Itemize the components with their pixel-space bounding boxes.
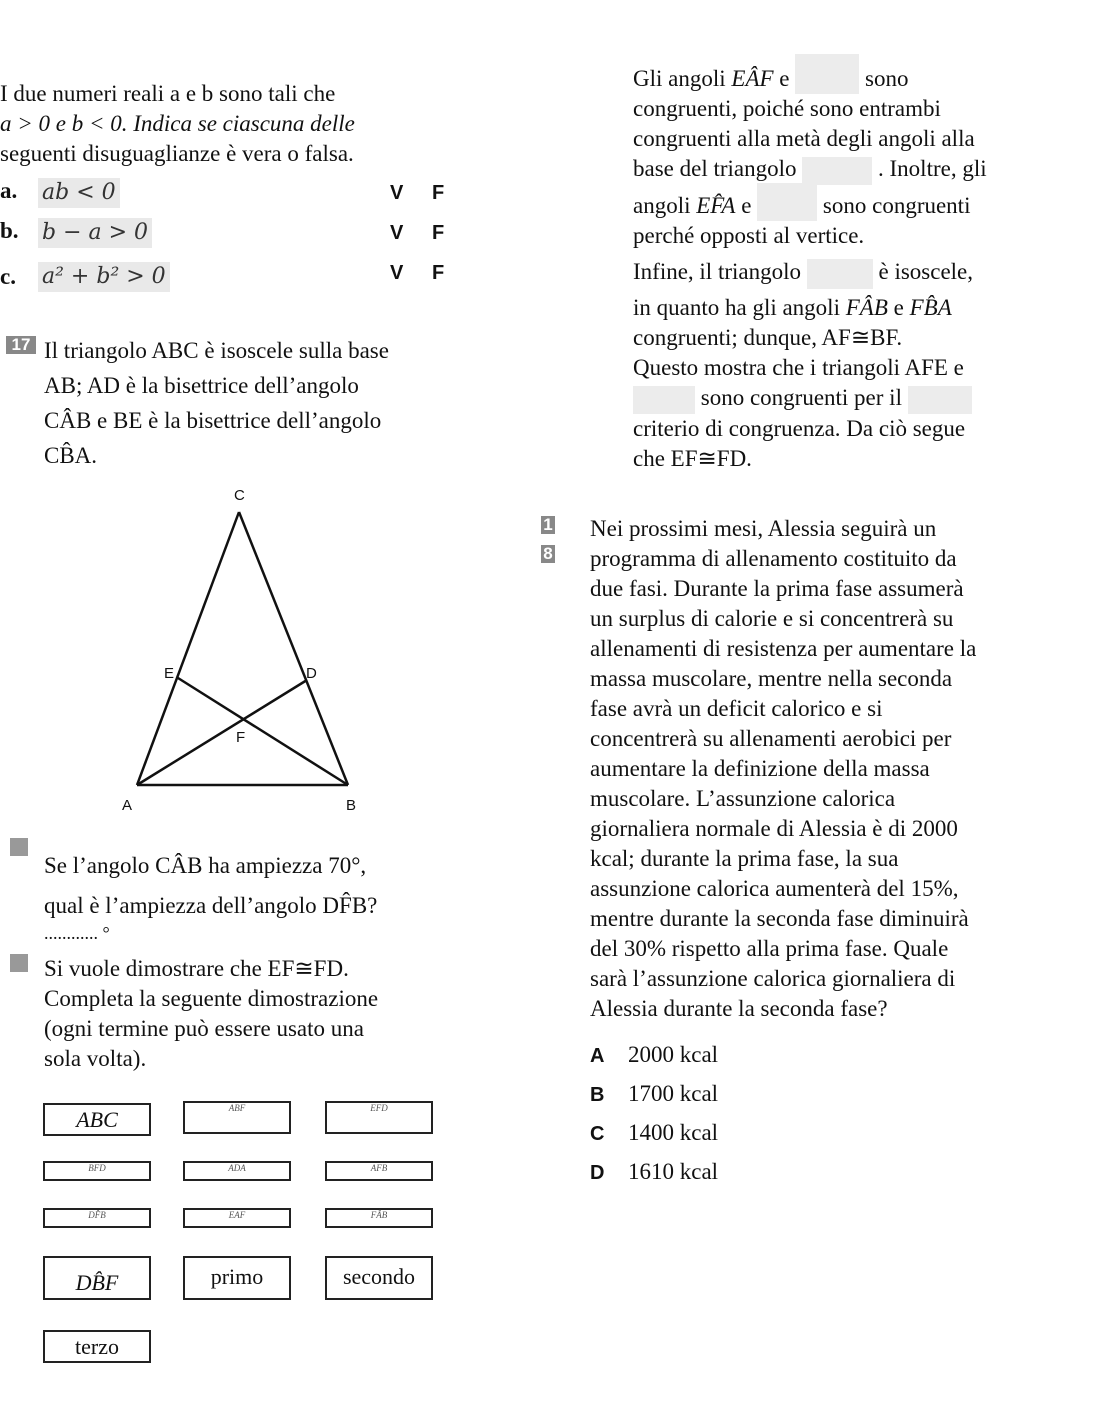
question-line: qual è l’ampiezza dell’angolo DF̂B?	[44, 893, 378, 918]
intro-line: seguenti disuguaglianze è vera o falsa.	[0, 141, 354, 166]
blank-slot-2[interactable]	[802, 157, 872, 185]
proof-word: sono	[865, 66, 909, 91]
question-line: (ogni termine può essere usato una	[44, 1016, 364, 1041]
proof-angle: FB̂A	[909, 295, 952, 321]
problem-line: mentre durante la seconda fase diminuirà	[590, 906, 969, 931]
problem-line: Nei prossimi mesi, Alessia seguirà un	[590, 516, 937, 541]
proof-word: angoli	[633, 192, 691, 218]
problem18-text	[590, 514, 1050, 1024]
true-option[interactable]: V	[390, 222, 404, 244]
label-e: E	[164, 665, 175, 682]
option-text: 1610 kcal	[628, 1159, 719, 1184]
option-text: 1700 kcal	[628, 1081, 719, 1106]
problem-line: del 30% rispetto alla prima fase. Quale	[590, 936, 949, 961]
option-c[interactable]	[590, 1114, 718, 1153]
tf-item-a	[0, 176, 460, 206]
proof-text	[633, 64, 1033, 474]
tf-item-b	[0, 216, 460, 246]
problem-line: programma di allenamento costituito da	[590, 546, 957, 571]
proof-word: Infine, il triangolo	[633, 259, 801, 285]
bisector-ad	[137, 680, 307, 785]
proof-word: e	[893, 295, 904, 321]
proof-line: congruenti alla metà degli angoli alla	[633, 126, 975, 151]
option-text: 2000 kcal	[628, 1042, 719, 1067]
label-b: B	[346, 797, 357, 814]
proof-word: base del triangolo	[633, 156, 797, 181]
question-line: sola volta).	[44, 1046, 147, 1071]
intro-text	[0, 79, 355, 169]
answer-options	[590, 1036, 718, 1192]
side-ac	[137, 512, 239, 785]
tile-secondo[interactable]: secondo	[325, 1256, 433, 1300]
proof-line: perché opposti al vertice.	[633, 223, 865, 249]
proof-line: Questo mostra che i triangoli AFE e	[633, 355, 964, 381]
tile-terzo[interactable]: terzo	[43, 1330, 151, 1363]
label-a: A	[122, 797, 133, 814]
proof-word: e	[741, 192, 752, 218]
blank-slot-5[interactable]	[633, 386, 695, 414]
problem-line: massa muscolare, mentre nella seconda	[590, 666, 953, 691]
proof-angle: FÂB	[845, 295, 888, 321]
question-line: Completa la seguente dimostrazione	[44, 986, 379, 1011]
option-b[interactable]	[590, 1075, 718, 1114]
proof-angle: EÂF	[731, 66, 774, 91]
triangle-diagram	[110, 480, 390, 820]
option-letter: A	[590, 1045, 605, 1067]
side-bc	[239, 512, 348, 785]
option-letter: C	[590, 1123, 605, 1145]
proof-word: . Inoltre, gli	[878, 156, 987, 181]
problem-line: due fasi. Durante la prima fase assumerà	[590, 576, 964, 601]
tile-abc[interactable]: ABC	[43, 1103, 151, 1136]
option-a[interactable]	[590, 1036, 718, 1075]
true-option[interactable]: V	[390, 262, 404, 284]
blank-slot-4[interactable]	[807, 259, 873, 289]
proof-word: in quanto ha gli angoli	[633, 295, 840, 321]
tile-dbf[interactable]: DB̂F	[43, 1256, 151, 1300]
problem-line: AB; AD è la bisettrice dell’angolo	[44, 373, 359, 398]
blank-slot-6[interactable]	[908, 386, 972, 414]
bisector-be	[178, 678, 348, 785]
problem-line: kcal; durante la prima fase, la sua	[590, 846, 899, 871]
problem-line: CÂB e BE è la bisettrice dell’angolo	[44, 408, 382, 433]
proof-word: Gli angoli	[633, 66, 726, 91]
option-text: 1400 kcal	[628, 1120, 719, 1145]
tile-ada[interactable]: ADA	[183, 1161, 291, 1181]
tile-bfd[interactable]: BFD	[43, 1161, 151, 1181]
proof-word: sono congruenti per il	[700, 385, 902, 411]
tf-item-c	[0, 262, 460, 292]
question-a	[44, 846, 377, 926]
proof-line: criterio di congruenza. Da ciò segue	[633, 415, 966, 441]
problem-line: assunzione calorica aumenterà del 15%,	[590, 876, 959, 901]
problem-number-top: 1	[541, 516, 555, 534]
option-d[interactable]	[590, 1153, 718, 1192]
intro-line: a > 0 e b < 0. Indica se ciascuna delle	[0, 111, 355, 136]
item-letter: b.	[0, 218, 19, 243]
problem-line: concentrerà su allenamenti aerobici per	[590, 726, 952, 751]
problem-line: CB̂A.	[44, 443, 98, 468]
problem-number: 17	[6, 336, 36, 354]
problem-line: un surplus di calorie e si concentrerà su	[590, 606, 954, 631]
question-b	[44, 954, 378, 1074]
problem-line: allenamenti di resistenza per aumentare la	[590, 636, 977, 661]
option-letter: B	[590, 1084, 605, 1106]
question-line: Se l’angolo CÂB ha ampiezza 70°,	[44, 853, 367, 878]
item-expression: b − a > 0	[38, 218, 152, 248]
blank-slot-1[interactable]	[795, 54, 859, 94]
proof-word: e	[779, 66, 790, 91]
intro-line: I due numeri reali a e b sono tali che	[0, 81, 336, 106]
question-marker	[10, 838, 28, 856]
tile-efd[interactable]: EFD	[325, 1101, 433, 1134]
proof-line: che EF≅FD.	[633, 445, 752, 471]
item-expression: ab < 0	[38, 178, 120, 208]
blank-slot-3[interactable]	[757, 183, 817, 221]
proof-angle: EF̂A	[696, 192, 736, 218]
item-letter: c.	[0, 264, 16, 289]
label-c: C	[234, 487, 245, 504]
tile-fab[interactable]: FÂB	[325, 1208, 433, 1228]
problem-number-bottom: 8	[541, 545, 555, 563]
proof-word: sono congruenti	[822, 192, 971, 218]
label-d: D	[306, 665, 317, 682]
problem-line: muscolare. L’assunzione calorica	[590, 786, 896, 811]
false-option[interactable]: F	[432, 262, 445, 284]
question-marker	[10, 954, 28, 972]
tile-dfb[interactable]: DF̂B	[43, 1208, 151, 1228]
tile-eaf[interactable]: EAF	[183, 1208, 291, 1228]
problem-line: fase avrà un deficit calorico e si	[590, 696, 883, 721]
tile-afb[interactable]: AFB	[325, 1161, 433, 1181]
answer-blank[interactable]: ............ °	[44, 923, 110, 943]
problem-line: Il triangolo ABC è isoscele sulla base	[44, 338, 389, 363]
true-option[interactable]: V	[390, 182, 404, 204]
problem-line: aumentare la definizione della massa	[590, 756, 930, 781]
false-option[interactable]: F	[432, 182, 445, 204]
false-option[interactable]: F	[432, 222, 445, 244]
item-expression: a² + b² > 0	[38, 262, 170, 292]
proof-line: congruenti, poiché sono entrambi	[633, 96, 941, 121]
question-line: Si vuole dimostrare che EF≅FD.	[44, 956, 349, 981]
problem17-text	[44, 333, 389, 473]
proof-word: è isoscele,	[878, 259, 974, 285]
tile-primo[interactable]: primo	[183, 1256, 291, 1300]
tile-abf[interactable]: ABF	[183, 1101, 291, 1134]
problem-line: sarà l’assunzione calorica giornaliera di	[590, 966, 956, 991]
item-letter: a.	[0, 178, 18, 203]
problem-line: Alessia durante la seconda fase?	[590, 996, 888, 1021]
label-f: F	[236, 729, 246, 746]
problem-line: giornaliera normale di Alessia è di 2000	[590, 816, 958, 841]
proof-line: congruenti; dunque, AF≅BF.	[633, 325, 903, 351]
option-letter: D	[590, 1162, 605, 1184]
